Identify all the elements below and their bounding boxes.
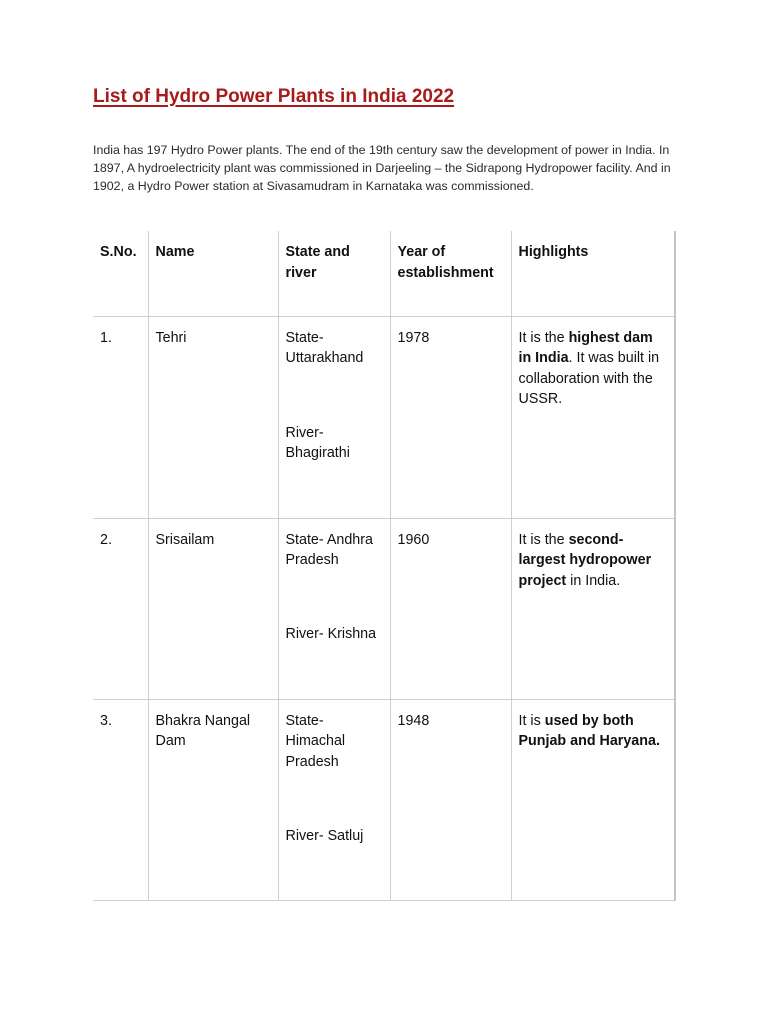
- header-year: Year of establishment: [390, 231, 511, 316]
- cell-name: Srisailam: [148, 518, 278, 699]
- cell-year: 1978: [390, 316, 511, 518]
- header-sno: S.No.: [93, 231, 148, 316]
- highlight-bold: second-largest hydropower project: [518, 531, 652, 589]
- highlight-text: . It was built in collaboration with the USSR.: [518, 350, 660, 407]
- table-row: [93, 316, 675, 518]
- cell-highlight: [511, 699, 675, 900]
- cell-state: State- Uttarakhand: [285, 329, 364, 366]
- cell-sno: 1.: [93, 316, 148, 518]
- header-state-river: State and river: [278, 231, 390, 316]
- highlight-text: It is the: [518, 531, 569, 548]
- cell-highlight: [511, 316, 675, 518]
- table-row: [93, 699, 675, 900]
- highlight-text: in India.: [566, 572, 621, 589]
- table-row: [93, 518, 675, 699]
- cell-river: River- Bhagirathi: [285, 424, 350, 461]
- cell-state: State- Himachal Pradesh: [285, 712, 346, 770]
- cell-highlight: [511, 518, 675, 699]
- header-highlights: Highlights: [511, 231, 675, 316]
- cell-year: 1960: [390, 518, 511, 699]
- highlight-text: It is the: [518, 329, 569, 346]
- highlight-bold: highest dam in India: [518, 329, 653, 366]
- cell-state-river: [278, 316, 390, 518]
- cell-river: River- Satluj: [285, 828, 364, 844]
- cell-state: State- Andhra Pradesh: [285, 531, 373, 568]
- page-title: List of Hydro Power Plants in India 2022: [93, 86, 455, 107]
- highlight-text: It is: [518, 712, 545, 729]
- highlight-bold: used by both Punjab and Haryana.: [518, 712, 660, 749]
- intro-paragraph: India has 197 Hydro Power plants. The end of the 19th century saw the development of power in India. In 1897, A hydroelectricity plant was commissioned in Darjeeling – the Sidrapong Hydropower facility. And in 1902, a Hydro Power station at Sivasamudram in Karnataka was commissioned.: [93, 143, 671, 193]
- cell-name: Bhakra Nangal Dam: [148, 699, 278, 900]
- header-name: Name: [148, 231, 278, 316]
- cell-river: River- Krishna: [285, 625, 377, 642]
- cell-state-river: [278, 699, 390, 900]
- cell-sno: 2.: [93, 518, 148, 699]
- cell-year: 1948: [390, 699, 511, 900]
- cell-sno: 3.: [93, 699, 148, 900]
- cell-name: Tehri: [148, 316, 278, 518]
- table-header-row: [93, 231, 675, 316]
- hydro-plants-table: [93, 231, 676, 901]
- cell-state-river: [278, 518, 390, 699]
